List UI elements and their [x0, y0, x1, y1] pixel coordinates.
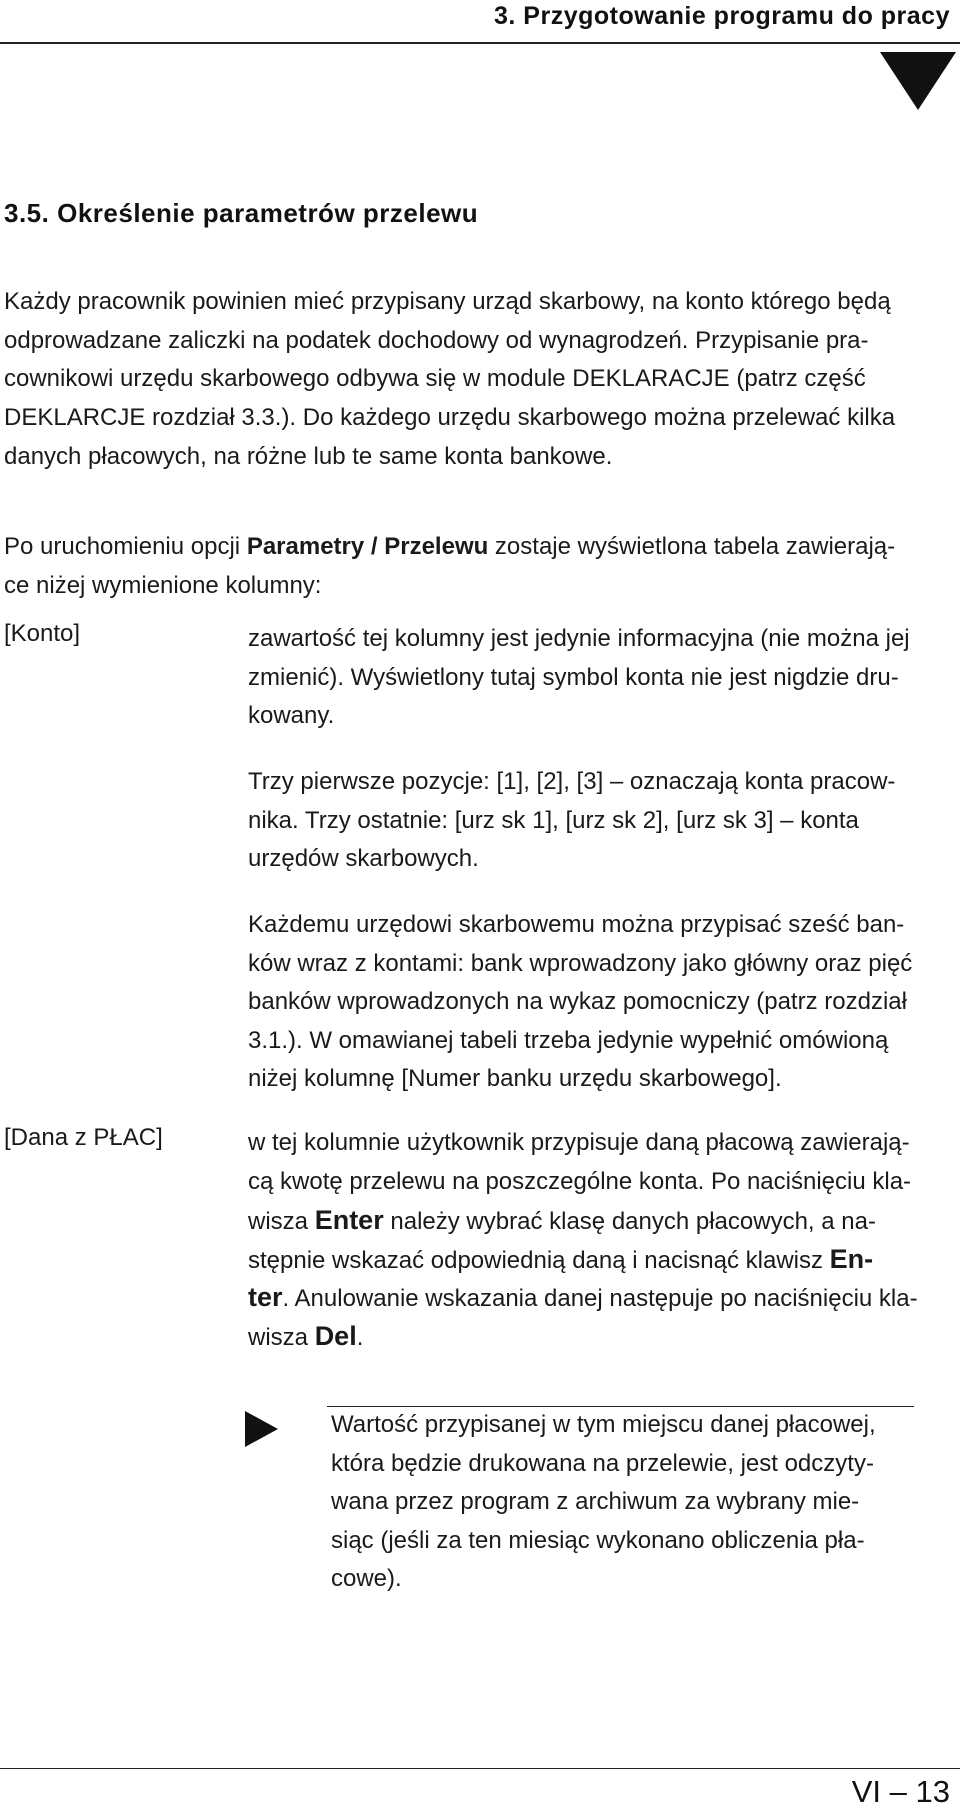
description-line: [248, 1278, 954, 1317]
description-line: ków wraz z kontami: bank wprowadzony jako główny oraz pięć: [248, 949, 913, 977]
note-pointer-icon: [245, 1411, 278, 1447]
description-line: zmienić). Wyświetlony tutaj symbol konta nie jest nigdzie dru-: [248, 663, 899, 691]
page-number: VI – 13: [851, 1774, 950, 1809]
intro-paragraph: [4, 283, 956, 476]
paragraph-line: DEKLARCJE rozdział 3.3.). Do każdego urzędu skarbowego można przelewać kilka: [4, 404, 896, 432]
description-line: [248, 1201, 954, 1240]
description-line: [248, 1317, 954, 1356]
description-line: cą kwotę przelewu na poszczególne konta. Po naciśnięciu kla-: [248, 1167, 912, 1195]
page-corner-triangle-icon: [880, 52, 956, 110]
dana-description: [248, 1124, 954, 1355]
paragraph-line: ce niżej wymienione kolumny:: [4, 571, 322, 599]
text-run: zostaje wyświetlona tabela zawierają-: [488, 533, 896, 560]
del-key-label: Del: [314, 1320, 357, 1351]
paragraph-line: [4, 528, 956, 567]
note-line: siąc (jeśli za ten miesiąc wykonano obliczenia pła-: [331, 1526, 865, 1554]
term-dana-z-plac: [Dana z PŁAC]: [4, 1124, 163, 1151]
paragraph-line: odprowadzane zaliczki na podatek dochodowy od wynagrodzeń. Przypisanie pra-: [4, 326, 869, 354]
description-line: urzędów skarbowych.: [248, 845, 479, 872]
description-line: Trzy pierwsze pozycje: [1], [2], [3] – oznaczają konta pracow-: [248, 768, 896, 795]
term-konto: [Konto]: [4, 620, 81, 647]
text-run: stępnie wskazać odpowiednią daną i nacisnąć klawisz: [248, 1246, 830, 1274]
text-run: Po uruchomieniu opcji: [4, 533, 247, 560]
description-line: banków wprowadzonych na wykaz pomocniczy (patrz rozdział: [248, 988, 907, 1015]
note-line: która będzie drukowana na przelewie, jest odczyty-: [331, 1449, 874, 1477]
paragraph-line: cownikowi urzędu skarbowego odbywa się w module DEKLARACJE (patrz część: [4, 365, 866, 393]
description-line: nika. Trzy ostatnie: [urz sk 1], [urz sk 2], [urz sk 3] – konta: [248, 806, 859, 834]
text-run: należy wybrać klasę danych płacowych, a na-: [383, 1208, 876, 1235]
konto-description-2: [248, 763, 954, 879]
paragraph-line: Każdy pracownik powinien mieć przypisany urząd skarbowy, na konto którego będą: [4, 288, 891, 315]
note-line: Wartość przypisanej w tym miejscu danej płacowej,: [331, 1411, 876, 1438]
description-line: [248, 1240, 954, 1279]
paragraph-line: danych płacowych, na różne lub te same konta bankowe.: [4, 442, 613, 470]
description-line: kowany.: [248, 702, 335, 729]
enter-key-label: ter: [248, 1282, 283, 1312]
section-heading: 3.5. Określenie parametrów przelewu: [4, 198, 479, 228]
description-line: zawartość tej kolumny jest jedynie informacyjna (nie można jej: [248, 625, 910, 652]
konto-description-1: [248, 620, 954, 736]
text-run: .: [356, 1323, 364, 1351]
note-line: wana przez program z archiwum za wybrany mie-: [331, 1488, 860, 1515]
description-line: 3.1.). W omawianej tabeli trzeba jedynie wypełnić omówioną: [248, 1026, 889, 1054]
description-line: w tej kolumnie użytkownik przypisuje daną płacową zawierają-: [248, 1129, 910, 1156]
header-divider: [0, 42, 960, 44]
note-line: cowe).: [331, 1565, 402, 1592]
menu-path: Parametry / Przelewu: [246, 533, 489, 560]
text-run: wisza: [248, 1323, 315, 1351]
text-run: . Anulowanie wskazania danej następuje po naciśnięciu kla-: [282, 1285, 918, 1312]
text-run: wisza: [248, 1208, 315, 1235]
enter-key-label: En-: [829, 1243, 874, 1274]
footer-divider: [0, 1768, 960, 1769]
chapter-title: 3. Przygotowanie programu do pracy: [494, 2, 950, 30]
konto-description-3: [248, 906, 954, 1099]
options-paragraph: [4, 528, 956, 605]
note-text: [331, 1406, 916, 1599]
enter-key-label: Enter: [314, 1205, 384, 1235]
description-line: Każdemu urzędowi skarbowemu można przypisać sześć ban-: [248, 911, 905, 938]
description-line: niżej kolumnę [Numer banku urzędu skarbowego].: [248, 1065, 782, 1092]
